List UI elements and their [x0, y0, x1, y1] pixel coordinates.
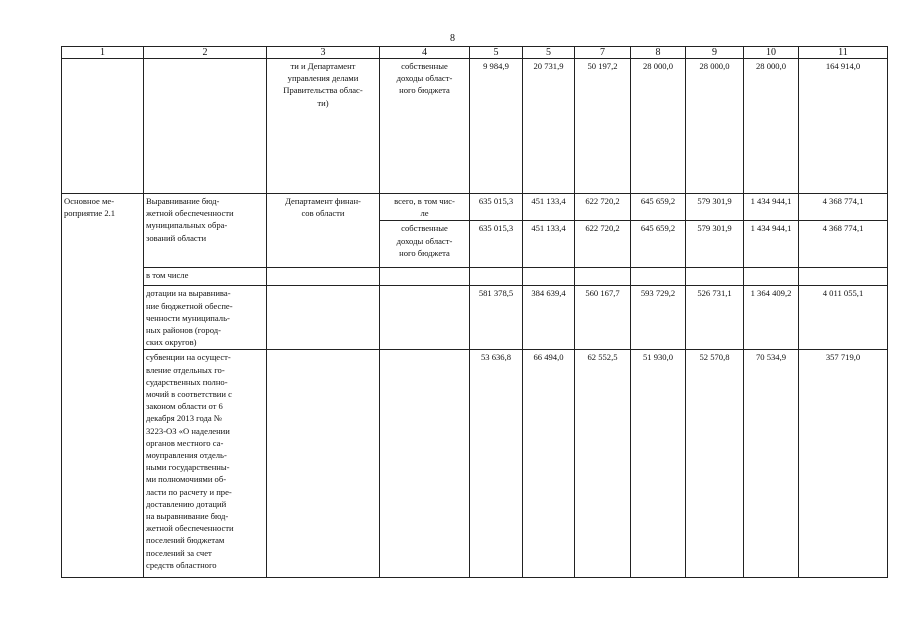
empty-cell — [575, 268, 631, 286]
value-cell: 66 494,0 — [523, 350, 575, 578]
column-number: 5 — [470, 47, 523, 59]
subsidy-label: дотации на выравнива- ние бюджетной обеспе- ченности муниципаль- ных районов (город- ских округов) — [144, 286, 267, 350]
value-cell: 581 378,5 — [470, 286, 523, 350]
value-cell: 50 197,2 — [575, 59, 631, 194]
table-row — [62, 268, 888, 286]
column-number: 11 — [799, 47, 888, 59]
empty-cell — [799, 268, 888, 286]
empty-cell — [470, 268, 523, 286]
column-number: 10 — [744, 47, 799, 59]
value-cell: 645 659,2 — [631, 194, 686, 221]
value-cell: 384 639,4 — [523, 286, 575, 350]
value-cell: 53 636,8 — [470, 350, 523, 578]
budget-table — [61, 46, 888, 578]
empty-cell — [380, 268, 470, 286]
table-row — [62, 194, 888, 221]
table-row — [62, 350, 888, 578]
column-number: 8 — [631, 47, 686, 59]
value-cell: 1 434 944,1 — [744, 221, 799, 268]
empty-cell — [62, 59, 144, 194]
executor-cell: Департамент финан- сов области — [267, 194, 380, 268]
value-cell: 1 434 944,1 — [744, 194, 799, 221]
value-cell: 451 133,4 — [523, 221, 575, 268]
empty-cell — [631, 268, 686, 286]
value-cell: 1 364 409,2 — [744, 286, 799, 350]
funding-source-cell: всего, в том чис- ле — [380, 194, 470, 221]
value-cell: 635 015,3 — [470, 194, 523, 221]
funding-source-cell: собственные доходы област- ного бюджета — [380, 221, 470, 268]
empty-cell — [686, 268, 744, 286]
value-cell: 70 534,9 — [744, 350, 799, 578]
value-cell: 62 552,5 — [575, 350, 631, 578]
empty-cell — [267, 350, 380, 578]
measure-cell: Основное ме- роприятие 2.1 — [62, 194, 144, 578]
table-row — [62, 59, 888, 194]
empty-cell — [267, 268, 380, 286]
measure-name-cell: Выравнивание бюд- жетной обеспеченности муниципальных обра- зований области — [144, 194, 267, 268]
grant-label: субвенции на осущест- вление отдельных го- сударственных полно- мочий в соответствии с законом области от 6 декабря 2013 года № 3223-ОЗ «О наделении органов местного са- моуправления отдель- ными государственны- ми полномочиями об- ласти по расчету и пре- доставлению дотаций на выравнивание бюд- жетной обеспеченности поселений бюджетам поселений за счет средств областного — [144, 350, 267, 578]
value-cell: 28 000,0 — [686, 59, 744, 194]
value-cell: 526 731,1 — [686, 286, 744, 350]
empty-cell — [523, 268, 575, 286]
value-cell: 52 570,8 — [686, 350, 744, 578]
column-number: 9 — [686, 47, 744, 59]
value-cell: 28 000,0 — [631, 59, 686, 194]
value-cell: 635 015,3 — [470, 221, 523, 268]
empty-cell — [380, 350, 470, 578]
value-cell: 357 719,0 — [799, 350, 888, 578]
empty-cell — [267, 286, 380, 350]
column-number: 3 — [267, 47, 380, 59]
value-cell: 20 731,9 — [523, 59, 575, 194]
value-cell: 622 720,2 — [575, 194, 631, 221]
value-cell: 9 984,9 — [470, 59, 523, 194]
column-number: 1 — [62, 47, 144, 59]
empty-cell — [380, 286, 470, 350]
empty-cell — [144, 59, 267, 194]
value-cell: 451 133,4 — [523, 194, 575, 221]
column-number: 7 — [575, 47, 631, 59]
value-cell: 622 720,2 — [575, 221, 631, 268]
empty-cell — [744, 268, 799, 286]
including-label: в том числе — [144, 268, 267, 286]
value-cell: 560 167,7 — [575, 286, 631, 350]
value-cell: 4 011 055,1 — [799, 286, 888, 350]
column-number: 5 — [523, 47, 575, 59]
value-cell: 164 914,0 — [799, 59, 888, 194]
value-cell: 579 301,9 — [686, 221, 744, 268]
value-cell: 4 368 774,1 — [799, 221, 888, 268]
executor-cell: ти и Департамент управления делами Правительства облас- ти) — [267, 59, 380, 194]
value-cell: 4 368 774,1 — [799, 194, 888, 221]
value-cell: 645 659,2 — [631, 221, 686, 268]
value-cell: 579 301,9 — [686, 194, 744, 221]
table-row — [62, 286, 888, 350]
column-number: 2 — [144, 47, 267, 59]
value-cell: 28 000,0 — [744, 59, 799, 194]
value-cell: 51 930,0 — [631, 350, 686, 578]
column-number: 4 — [380, 47, 470, 59]
value-cell: 593 729,2 — [631, 286, 686, 350]
funding-source-cell: собственные доходы област- ного бюджета — [380, 59, 470, 194]
column-number-row — [62, 47, 888, 59]
page-number: 8 — [450, 33, 455, 44]
